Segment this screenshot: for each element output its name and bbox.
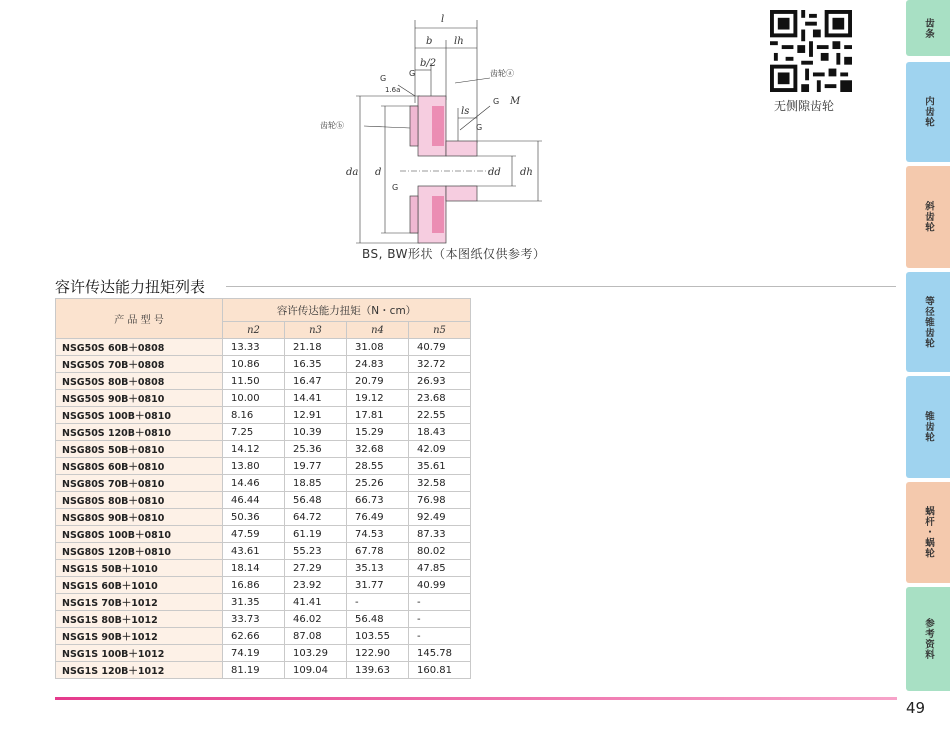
torque-cell: 18.14 — [223, 560, 285, 577]
torque-cell: 14.46 — [223, 475, 285, 492]
header-n3: n3 — [285, 322, 347, 339]
g-mark-2: G — [409, 69, 416, 78]
torque-cell: 64.72 — [285, 509, 347, 526]
gear-b-label: 齿轮ⓑ — [320, 121, 344, 130]
g-mark-5: G — [392, 183, 399, 192]
torque-cell: 12.91 — [285, 407, 347, 424]
g-mark-1: G — [380, 74, 387, 83]
header-n2: n2 — [223, 322, 285, 339]
torque-cell: 76.49 — [347, 509, 409, 526]
torque-cell: 87.33 — [409, 526, 471, 543]
side-tab-label: 内齿轮 — [923, 96, 934, 128]
torque-cell: 32.68 — [347, 441, 409, 458]
table-row — [56, 611, 471, 628]
torque-cell: 7.25 — [223, 424, 285, 441]
torque-cell: 40.99 — [409, 577, 471, 594]
title-divider — [226, 286, 896, 287]
dim-dh-label: dh — [520, 167, 533, 178]
side-tab[interactable] — [906, 587, 950, 691]
torque-cell: 50.36 — [223, 509, 285, 526]
side-tab-label: 齿条 — [923, 17, 934, 39]
torque-cell: 16.35 — [285, 356, 347, 373]
qr-label: 无侧隙齿轮 — [774, 99, 835, 113]
table-row — [56, 356, 471, 373]
torque-cell: 87.08 — [285, 628, 347, 645]
torque-cell: 31.35 — [223, 594, 285, 611]
torque-cell: 16.47 — [285, 373, 347, 390]
torque-cell: 35.13 — [347, 560, 409, 577]
table-row — [56, 594, 471, 611]
model-cell: NSG1S 50B＋1010 — [56, 560, 223, 577]
torque-cell: 40.79 — [409, 339, 471, 356]
label-m: M — [510, 96, 521, 107]
qr-code-icon[interactable] — [770, 10, 852, 92]
torque-cell: 42.09 — [409, 441, 471, 458]
table-row — [56, 407, 471, 424]
torque-cell: 13.33 — [223, 339, 285, 356]
roughness-label: 1.6a — [385, 86, 401, 94]
dim-dd-label: dd — [488, 167, 501, 178]
g-mark-4: G — [476, 123, 483, 132]
torque-cell: 25.26 — [347, 475, 409, 492]
side-tab[interactable] — [906, 166, 950, 268]
dim-da-label: da — [346, 167, 359, 178]
side-tab-label: 蜗杆・蜗轮 — [923, 506, 934, 559]
torque-cell: 55.23 — [285, 543, 347, 560]
torque-cell: 67.78 — [347, 543, 409, 560]
side-tab[interactable] — [906, 62, 950, 162]
torque-cell: 145.78 — [409, 645, 471, 662]
side-tab-label: 等径锥齿轮 — [923, 295, 934, 349]
table-row — [56, 662, 471, 679]
model-cell: NSG80S 60B＋0810 — [56, 458, 223, 475]
torque-cell: 160.81 — [409, 662, 471, 679]
torque-cell: 22.55 — [409, 407, 471, 424]
header-n4: n4 — [347, 322, 409, 339]
torque-cell: 33.73 — [223, 611, 285, 628]
table-row — [56, 458, 471, 475]
torque-cell: - — [409, 611, 471, 628]
model-cell: NSG80S 50B＋0810 — [56, 441, 223, 458]
torque-cell: 32.72 — [409, 356, 471, 373]
dim-b2-label: b/2 — [420, 58, 437, 69]
side-tab-label: 锥齿轮 — [923, 411, 934, 443]
torque-cell: 20.79 — [347, 373, 409, 390]
torque-cell: 74.19 — [223, 645, 285, 662]
torque-cell: 139.63 — [347, 662, 409, 679]
torque-cell: 10.39 — [285, 424, 347, 441]
header-torque: 容许传达能力扭矩（N・cm） — [223, 299, 471, 322]
torque-cell: 14.12 — [223, 441, 285, 458]
model-cell: NSG1S 70B＋1012 — [56, 594, 223, 611]
torque-cell: 26.93 — [409, 373, 471, 390]
torque-cell: 103.55 — [347, 628, 409, 645]
torque-cell: 25.36 — [285, 441, 347, 458]
torque-cell: 103.29 — [285, 645, 347, 662]
dim-b-label: b — [426, 36, 433, 47]
header-model: 产 品 型 号 — [56, 299, 223, 339]
model-cell: NSG50S 100B＋0810 — [56, 407, 223, 424]
torque-cell: 47.59 — [223, 526, 285, 543]
drawing-caption: BS, BW形状（本图纸仅供参考） — [362, 247, 546, 261]
section-title: 容许传达能力扭矩列表 — [55, 278, 206, 296]
table-row — [56, 577, 471, 594]
model-cell: NSG50S 60B＋0808 — [56, 339, 223, 356]
side-tab[interactable] — [906, 376, 950, 478]
torque-cell: 27.29 — [285, 560, 347, 577]
side-tab-label: 参考资料 — [923, 618, 934, 660]
torque-cell: 28.55 — [347, 458, 409, 475]
torque-cell: 46.44 — [223, 492, 285, 509]
table-row — [56, 509, 471, 526]
torque-cell: 66.73 — [347, 492, 409, 509]
model-cell: NSG50S 80B＋0808 — [56, 373, 223, 390]
table-row — [56, 492, 471, 509]
torque-cell: 16.86 — [223, 577, 285, 594]
torque-cell: 46.02 — [285, 611, 347, 628]
torque-cell: 80.02 — [409, 543, 471, 560]
model-cell: NSG50S 70B＋0808 — [56, 356, 223, 373]
model-cell: NSG80S 90B＋0810 — [56, 509, 223, 526]
dim-d-label: d — [375, 167, 382, 178]
table-body — [56, 339, 471, 679]
torque-cell: - — [347, 594, 409, 611]
table-row — [56, 560, 471, 577]
torque-cell: 23.92 — [285, 577, 347, 594]
torque-cell: - — [409, 594, 471, 611]
torque-cell: 19.77 — [285, 458, 347, 475]
torque-cell: 18.43 — [409, 424, 471, 441]
torque-cell: 74.53 — [347, 526, 409, 543]
torque-cell: 32.58 — [409, 475, 471, 492]
torque-cell: 41.41 — [285, 594, 347, 611]
torque-cell: 10.00 — [223, 390, 285, 407]
side-tab-label: 斜齿轮 — [923, 201, 934, 233]
torque-cell: - — [409, 628, 471, 645]
torque-cell: 56.48 — [285, 492, 347, 509]
torque-cell: 31.77 — [347, 577, 409, 594]
torque-cell: 8.16 — [223, 407, 285, 424]
model-cell: NSG1S 100B＋1012 — [56, 645, 223, 662]
model-cell: NSG50S 120B＋0810 — [56, 424, 223, 441]
torque-cell: 24.83 — [347, 356, 409, 373]
header-n5: n5 — [409, 322, 471, 339]
torque-cell: 81.19 — [223, 662, 285, 679]
model-cell: NSG80S 80B＋0810 — [56, 492, 223, 509]
torque-cell: 43.61 — [223, 543, 285, 560]
torque-cell: 18.85 — [285, 475, 347, 492]
torque-cell: 31.08 — [347, 339, 409, 356]
table-row — [56, 373, 471, 390]
torque-cell: 17.81 — [347, 407, 409, 424]
page-number: 49 — [906, 699, 926, 717]
torque-cell: 109.04 — [285, 662, 347, 679]
model-cell: NSG80S 120B＋0810 — [56, 543, 223, 560]
table-row — [56, 441, 471, 458]
footer-rule — [55, 697, 897, 700]
torque-cell: 13.80 — [223, 458, 285, 475]
table-row — [56, 424, 471, 441]
model-cell: NSG1S 60B＋1010 — [56, 577, 223, 594]
table-row — [56, 628, 471, 645]
model-cell: NSG1S 90B＋1012 — [56, 628, 223, 645]
torque-cell: 35.61 — [409, 458, 471, 475]
torque-cell: 15.29 — [347, 424, 409, 441]
dim-ls-label: ls — [461, 106, 470, 117]
model-cell: NSG80S 100B＋0810 — [56, 526, 223, 543]
g-mark-3: G — [493, 97, 500, 106]
model-cell: NSG1S 80B＋1012 — [56, 611, 223, 628]
torque-table — [55, 298, 471, 679]
table-row — [56, 339, 471, 356]
model-cell: NSG80S 70B＋0810 — [56, 475, 223, 492]
table-row — [56, 390, 471, 407]
side-tab[interactable] — [906, 482, 950, 583]
torque-cell: 14.41 — [285, 390, 347, 407]
model-cell: NSG50S 90B＋0810 — [56, 390, 223, 407]
dim-lh-label: lh — [454, 36, 464, 47]
side-tabs — [906, 0, 950, 695]
model-cell: NSG1S 120B＋1012 — [56, 662, 223, 679]
gear-drawing — [320, 8, 570, 258]
gear-a-label: 齿轮ⓐ — [490, 69, 514, 78]
side-tab[interactable] — [906, 0, 950, 56]
torque-cell: 56.48 — [347, 611, 409, 628]
torque-cell: 23.68 — [409, 390, 471, 407]
torque-cell: 11.50 — [223, 373, 285, 390]
torque-cell: 19.12 — [347, 390, 409, 407]
table-row — [56, 543, 471, 560]
torque-cell: 61.19 — [285, 526, 347, 543]
torque-cell: 62.66 — [223, 628, 285, 645]
table-row — [56, 475, 471, 492]
torque-cell: 122.90 — [347, 645, 409, 662]
torque-cell: 21.18 — [285, 339, 347, 356]
dim-l-label: l — [441, 14, 445, 25]
torque-cell: 47.85 — [409, 560, 471, 577]
table-row — [56, 526, 471, 543]
torque-cell: 76.98 — [409, 492, 471, 509]
side-tab[interactable] — [906, 272, 950, 372]
table-row — [56, 645, 471, 662]
torque-cell: 92.49 — [409, 509, 471, 526]
torque-cell: 10.86 — [223, 356, 285, 373]
